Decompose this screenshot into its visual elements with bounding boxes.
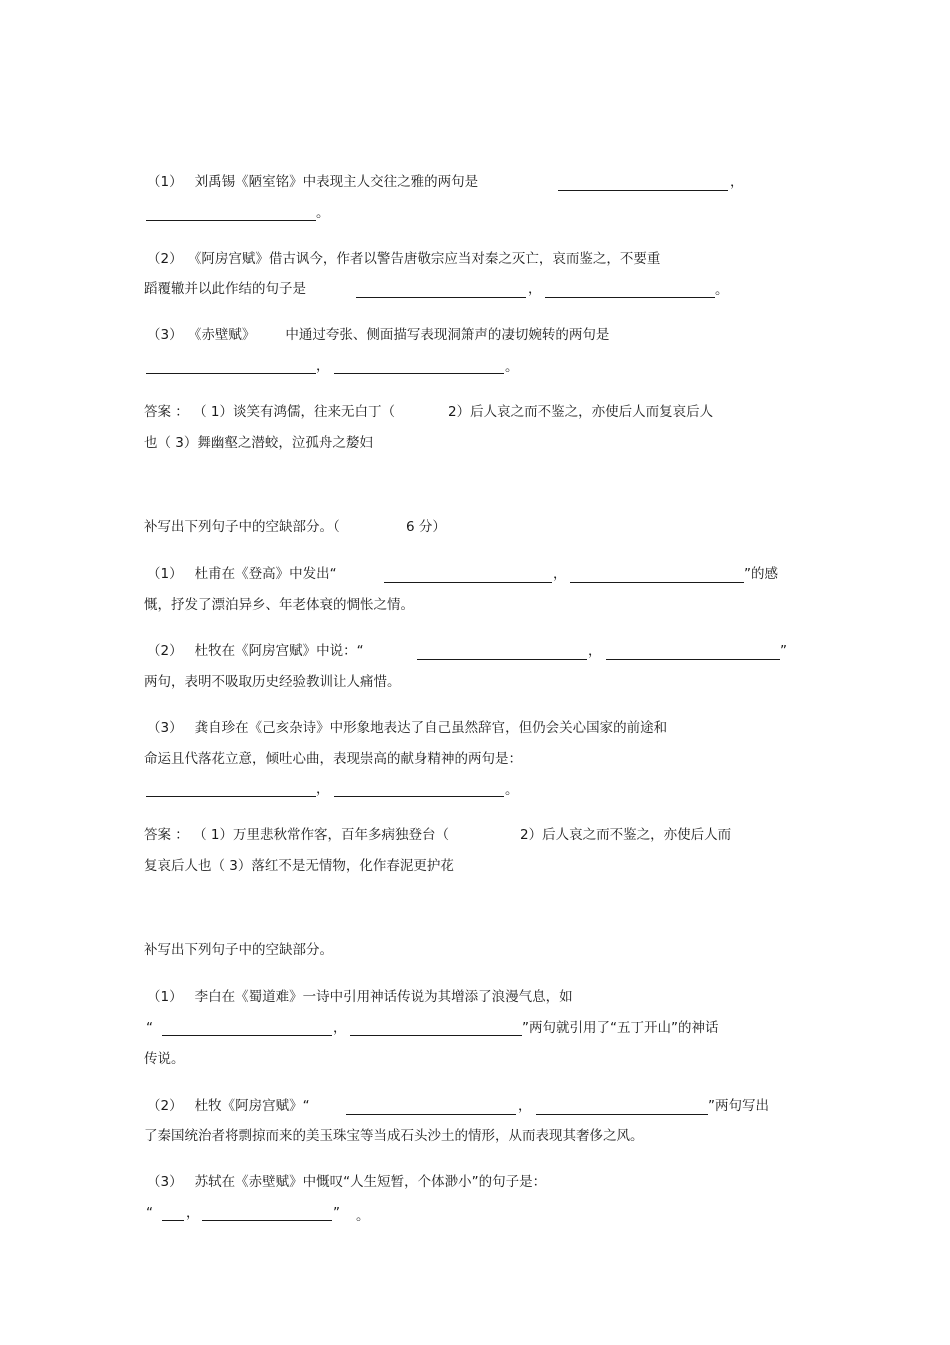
s2-q1-blank-b[interactable] xyxy=(570,568,744,583)
s3-q1-blank-a[interactable] xyxy=(162,1021,332,1036)
s2-q3-text: 龚自珍在《己亥杂诗》中形象地表达了自己虽然辞官，但仍会关心国家的前途和 xyxy=(194,720,668,736)
s1-answer-1: （ 1）谈笑有鸿儒，往来无白丁（ xyxy=(193,404,395,420)
s2-q3-blank-b[interactable] xyxy=(334,782,504,797)
s2-q2-num: （2） xyxy=(147,643,183,659)
s3-q2-text2: 了秦国统治者将剽掠而来的美玉珠宝等当成石头沙土的情形，从而表现其奢侈之风。 xyxy=(144,1128,644,1144)
s2-answer-2: 2）后人哀之而不鉴之，亦使后人而 xyxy=(520,827,732,843)
s1-q3-text: 《赤壁赋》 xyxy=(194,327,256,343)
s1-answer-line1 xyxy=(144,402,395,422)
s2-q1-text2: 慨，抒发了漂泊异乡、年老体衰的惆怅之情。 xyxy=(144,597,414,613)
s1-answer-label: 答案 ： xyxy=(144,404,189,420)
s2-q1-end: ”的感 xyxy=(744,566,778,582)
s2-q3-blank-a[interactable] xyxy=(146,782,316,797)
s3-q3-comma: ， xyxy=(186,1205,200,1221)
s3-q1-end: ”两句就引用了“五丁开山”的神话 xyxy=(522,1020,719,1036)
s1-q2-end: 。 xyxy=(715,282,729,298)
s2-q3-comma: ， xyxy=(316,781,330,797)
s2-q2-end: ” xyxy=(780,643,787,659)
s3-q1-blank-b[interactable] xyxy=(350,1021,522,1036)
s1-q2-comma: ， xyxy=(528,281,542,297)
s3-q3-num: （3） xyxy=(147,1174,183,1190)
s3-q2-line1 xyxy=(147,1096,310,1116)
s1-answer-3: 也（ 3）舞幽壑之潜蛟，泣孤舟之嫠妇 xyxy=(144,435,373,451)
s2-answer-1: （ 1）万里悲秋常作客，百年多病独登台（ xyxy=(193,827,449,843)
s1-q3-end: 。 xyxy=(505,359,519,375)
s2-q2-blank-b[interactable] xyxy=(606,645,780,660)
s3-q2-comma: ， xyxy=(518,1098,532,1114)
s2-q2-blank-a[interactable] xyxy=(417,645,587,660)
s2-q2-text: 杜牧在《阿房宫赋》中说：“ xyxy=(194,643,364,659)
s2-q2-comma: ， xyxy=(588,643,602,659)
s3-q3-period: 。 xyxy=(356,1208,370,1224)
s1-q3-num: （3） xyxy=(147,327,183,343)
s2-answer-3: 复哀后人也（ 3）落红不是无情物，化作春泥更护花 xyxy=(144,858,454,874)
s1-q3-blank-a[interactable] xyxy=(146,359,316,374)
s1-q1-blank-b[interactable] xyxy=(146,206,316,221)
s1-q1-end: 。 xyxy=(316,205,330,221)
s3-q2-end: ”两句写出 xyxy=(708,1098,769,1114)
s1-q2-line1 xyxy=(147,249,660,269)
s2-q1-comma: ， xyxy=(553,566,567,582)
s2-q1-line1 xyxy=(147,564,337,584)
s2-q3-end: 。 xyxy=(505,782,519,798)
s3-q3-line1 xyxy=(147,1172,546,1192)
s1-q3-line1 xyxy=(147,325,609,345)
s3-q3-end: ” xyxy=(333,1205,340,1221)
s2-answer-label: 答案 ： xyxy=(144,827,189,843)
s3-q1-open: “ xyxy=(146,1020,153,1036)
s2-q2-line1 xyxy=(147,641,364,661)
s1-q2-text: 《阿房宫赋》借古讽今，作者以警告唐敬宗应当对秦之灭亡，哀而鉴之，不要重 xyxy=(194,251,661,267)
s2-q2-text2: 两句，表明不吸取历史经验教训让人痛惜。 xyxy=(144,674,401,690)
s3-q3-blank-a[interactable] xyxy=(162,1206,184,1221)
s1-q3-comma: ， xyxy=(316,358,330,374)
s1-q2-blank-a[interactable] xyxy=(356,283,526,298)
s1-answer-2: 2）后人哀之而不鉴之，亦使后人而复哀后人 xyxy=(448,404,714,420)
s1-q2-text2: 蹈覆辙并以此作结的句子是 xyxy=(144,281,306,297)
s2-instruction: 补写出下列句子中的空缺部分。（ xyxy=(144,519,340,535)
s2-q3-num: （3） xyxy=(147,720,183,736)
s2-score: 6 分） xyxy=(406,519,446,535)
s1-q2-num: （2） xyxy=(147,251,183,267)
s2-q1-num: （1） xyxy=(147,566,183,582)
s3-q2-blank-b[interactable] xyxy=(536,1100,708,1115)
s3-q3-open: “ xyxy=(146,1205,153,1221)
s3-q3-text: 苏轼在《赤壁赋》中慨叹“人生短暂，个体渺小”的句子是： xyxy=(194,1174,547,1190)
s1-q1-comma: ， xyxy=(730,174,744,190)
s3-q2-blank-a[interactable] xyxy=(346,1100,516,1115)
s3-q1-text3: 传说。 xyxy=(144,1051,185,1067)
s1-q2-blank-b[interactable] xyxy=(545,283,715,298)
s3-q1-line1 xyxy=(147,987,573,1007)
s1-q1-num: （1） xyxy=(147,174,183,190)
s3-q1-comma: ， xyxy=(333,1020,347,1036)
s1-q3-blank-b[interactable] xyxy=(334,359,504,374)
s3-q2-text: 杜牧《阿房宫赋》“ xyxy=(194,1098,310,1114)
s1-q1-text: 刘禹锡《陋室铭》中表现主人交往之雅的两句是 xyxy=(194,174,479,190)
s1-q1-blank-a[interactable] xyxy=(558,176,728,191)
s2-q3-text2: 命运且代落花立意，倾吐心曲，表现崇高的献身精神的两句是： xyxy=(144,751,522,767)
s3-q2-num: （2） xyxy=(147,1098,183,1114)
s1-q1-line1 xyxy=(147,172,478,192)
s3-instruction: 补写出下列句子中的空缺部分。 xyxy=(144,942,333,958)
s2-q1-text: 杜甫在《登高》中发出“ xyxy=(194,566,337,582)
s2-q1-blank-a[interactable] xyxy=(384,568,552,583)
s3-q1-text: 李白在《蜀道难》一诗中引用神话传说为其增添了浪漫气息，如 xyxy=(194,989,573,1005)
s1-q3-text-b: 中通过夸张、侧面描写表现洞箫声的凄切婉转的两句是 xyxy=(285,327,610,343)
s3-q3-blank-b[interactable] xyxy=(202,1206,332,1221)
s3-q1-num: （1） xyxy=(147,989,183,1005)
s2-q3-line1 xyxy=(147,718,667,738)
s2-answer-line1 xyxy=(144,825,449,845)
